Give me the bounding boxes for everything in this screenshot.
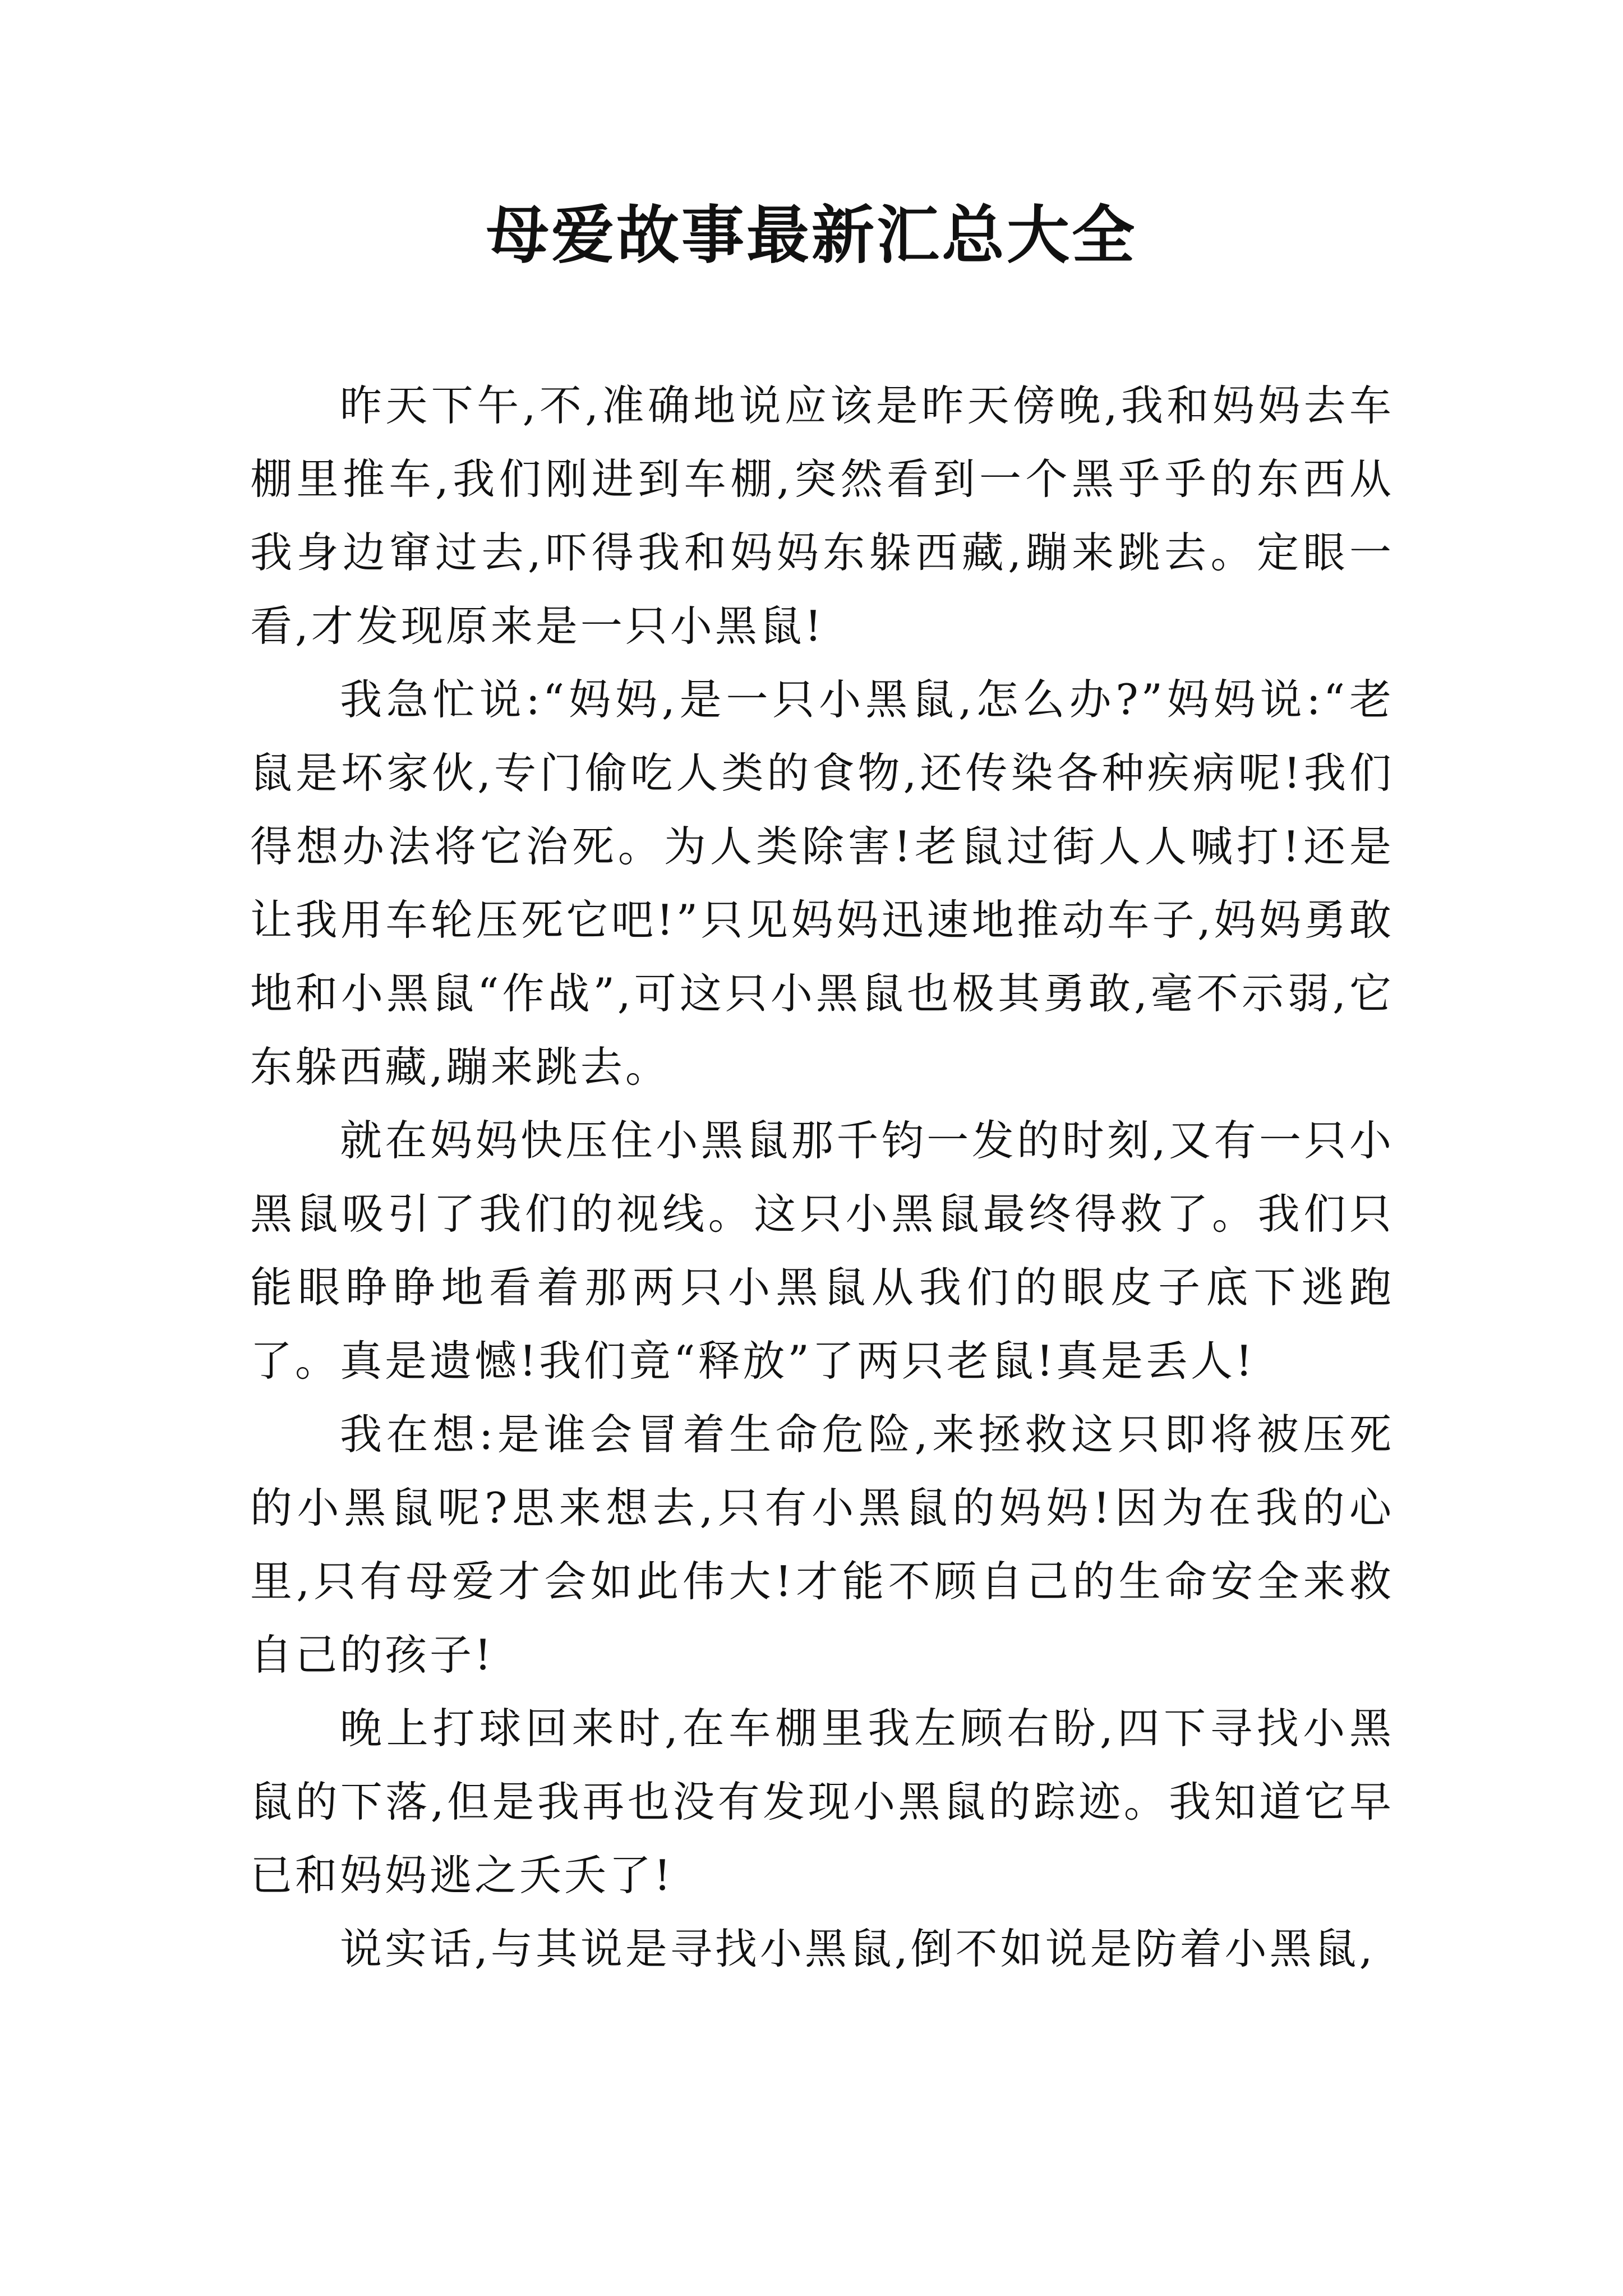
paragraph: 我急忙说:“妈妈,是一只小黑鼠,怎么办?”妈妈说:“老鼠是坏家伙,专门偷吃人类的食物,还传染各种疾病呢!我们得想办法将它治死。为人类除害!老鼠过街人人喊打!还是让我用车轮压死它吧!”只见妈妈迅速地推动车子,妈妈勇敢地和小黑鼠“作战”,可这只小黑鼠也极其勇敢,毫不示弱,它东躲西藏,蹦来跳去。 <box>250 675 1394 1092</box>
paragraph: 说实话,与其说是寻找小黑鼠,倒不如说是防着小黑鼠, <box>340 1924 1376 1973</box>
paragraph: 我在想:是谁会冒着生命危险,来拯救这只即将被压死的小黑鼠呢?思来想去,只有小黑鼠的妈妈!因为在我的心里,只有母爱才会如此伟大!才能不顾自己的生命安全来救自己的孩子! <box>250 1410 1394 1680</box>
paragraph: 晚上打球回来时,在车棚里我左顾右盼,四下寻找小黑鼠的下落,但是我再也没有发现小黑鼠的踪迹。我知道它早已和妈妈逃之夭夭了! <box>250 1704 1394 1900</box>
paragraph: 昨天下午,不,准确地说应该是昨天傍晚,我和妈妈去车棚里推车,我们刚进到车棚,突然看到一个黑乎乎的东西从我身边窜过去,吓得我和妈妈东躲西藏,蹦来跳去。定眼一看,才发现原来是一只小黑鼠! <box>250 381 1394 651</box>
page-title: 母爱故事最新汇总大全 <box>486 199 1137 272</box>
paragraph: 就在妈妈快压住小黑鼠那千钧一发的时刻,又有一只小黑鼠吸引了我们的视线。这只小黑鼠最终得救了。我们只能眼睁睁地看着那两只小黑鼠从我们的眼皮子底下逃跑了。真是遗憾!我们竟“释放”了两只老鼠!真是丢人! <box>250 1116 1394 1386</box>
document-body <box>250 369 1394 1986</box>
